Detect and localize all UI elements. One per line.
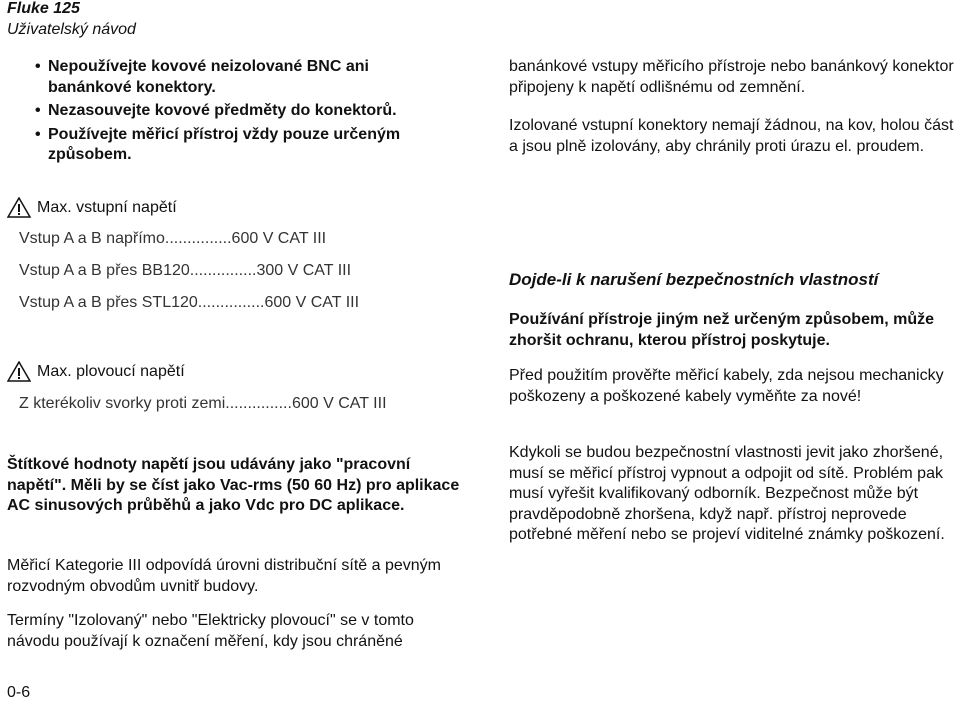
terms-paragraph: Termíny "Izolovaný" nebo "Elektricky plovoucí" se v tomto návodu používají k označení měření, kdy jsou chráněné bbox=[7, 612, 414, 650]
bullet-item: • Používejte měřicí přístroj vždy pouze určeným způsobem. bbox=[35, 125, 455, 166]
bullet-item: • Nepoužívejte kovové neizolované BNC ani banánkové konektory. bbox=[35, 57, 455, 98]
page-number: 0-6 bbox=[7, 684, 31, 701]
measurement-category-paragraph: Měřicí Kategorie III odpovídá úrovni distribuční sítě a pevným rozvodným obvodům uvnitř budovy. bbox=[7, 557, 441, 595]
max-input-voltage-heading bbox=[7, 197, 177, 218]
spec-row: Vstup A a B napřímo...............600 V CAT III bbox=[19, 230, 327, 247]
check-leads-paragraph: Před použitím prověřte měřicí kabely, zda nejsou mechanicky poškozeny a poškozené kabely vyměňte za nové! bbox=[509, 367, 944, 405]
spec-row: Vstup A a B přes BB120...............300 V CAT III bbox=[19, 262, 352, 279]
bold-warning-paragraph: Používání přístroje jiným než určeným způsobem, může zhoršit ochranu, kterou přístroj poskytuje. bbox=[509, 311, 934, 349]
max-floating-voltage-heading bbox=[7, 361, 185, 382]
document-title: Fluke 125 bbox=[7, 0, 80, 17]
spec-row: Z kterékoliv svorky proti zemi...............600 V CAT III bbox=[19, 395, 387, 412]
spec-row: Vstup A a B přes STL120...............600 V CAT III bbox=[19, 294, 360, 311]
bullet-item: • Nezasouvejte kovové předměty do konektorů. bbox=[35, 101, 455, 122]
rated-voltage-paragraph: Štítkové hodnoty napětí jsou udávány jako "pracovní napětí". Měli by se číst jako Vac-rms (50 60 Hz) pro aplikace AC sinusových průběhů a jako Vdc pro DC aplikace. bbox=[7, 456, 460, 514]
continuation-paragraph: banánkové vstupy měřicího přístroje nebo banánkový konektor připojeny k napětí odlišnému od zemnění. bbox=[509, 58, 954, 96]
section-heading: Dojde-li k narušení bezpečnostních vlastností bbox=[509, 270, 879, 289]
heading-text: Max. plovoucí napětí bbox=[37, 362, 185, 380]
impaired-safety-paragraph: Kdykoli se budou bezpečnostní vlastnosti jevit jako zhoršené, musí se měřicí přístroj vypnout a odpojit od sítě. Problém pak musí vyřešit kvalifikovaný odborník. Bezpečnost může být pravděpodobně zhoršena, když např. přístroj neprovede potřebné měření nebo se projeví viditelné známky poškození. bbox=[509, 444, 945, 543]
document-subtitle: Uživatelský návod bbox=[7, 21, 136, 38]
isolated-inputs-paragraph: Izolované vstupní konektory nemají žádnou, na kov, holou část a jsou plně izolovány, aby chránily proti úrazu el. proudem. bbox=[509, 117, 954, 155]
heading-text: Max. vstupní napětí bbox=[37, 198, 177, 216]
safety-bullet-list bbox=[35, 57, 455, 169]
warning-triangle-icon bbox=[7, 361, 31, 382]
warning-triangle-icon bbox=[7, 197, 31, 218]
